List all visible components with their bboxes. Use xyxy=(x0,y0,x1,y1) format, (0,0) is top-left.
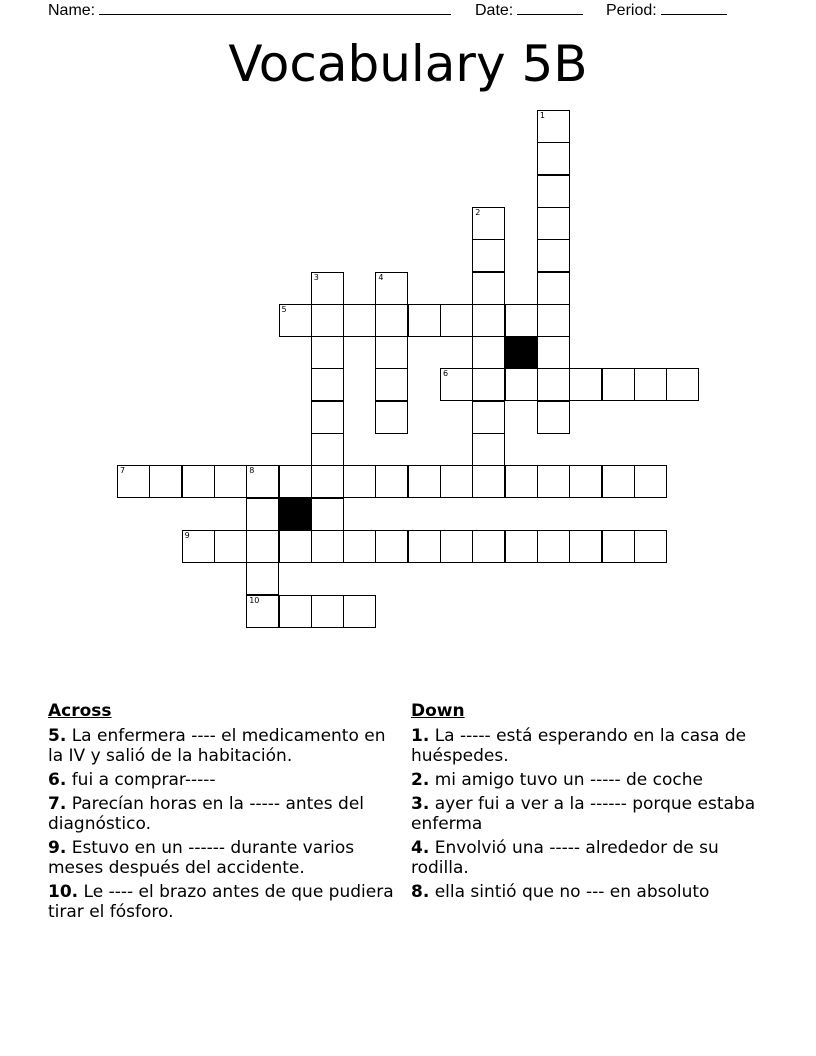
crossword-cell[interactable] xyxy=(279,304,312,337)
clue-number: 5. xyxy=(48,726,67,746)
crossword-cell[interactable] xyxy=(440,368,473,401)
crossword-cell[interactable] xyxy=(214,465,247,498)
crossword-cell[interactable] xyxy=(408,465,441,498)
crossword-cell[interactable] xyxy=(472,207,505,240)
across-clue xyxy=(48,770,398,790)
clue-number: 3. xyxy=(411,794,430,814)
down-clues xyxy=(411,700,761,906)
across-clues xyxy=(48,700,398,926)
clue-number: 10 xyxy=(249,595,260,605)
crossword-cell[interactable] xyxy=(537,530,570,563)
crossword-cell[interactable] xyxy=(569,465,602,498)
down-heading: Down xyxy=(411,701,465,721)
down-clue xyxy=(411,726,761,766)
crossword-cell[interactable] xyxy=(537,239,570,272)
crossword-cell[interactable] xyxy=(602,368,635,401)
crossword-cell[interactable] xyxy=(279,465,312,498)
crossword-cell[interactable] xyxy=(602,465,635,498)
down-clue xyxy=(411,838,761,878)
crossword-cell[interactable] xyxy=(472,433,505,466)
crossword-cell[interactable] xyxy=(343,595,376,628)
crossword-cell[interactable] xyxy=(311,595,344,628)
crossword-cell[interactable] xyxy=(214,530,247,563)
crossword-cell[interactable] xyxy=(375,272,408,305)
clue-number: 9 xyxy=(184,530,190,540)
crossword-cell[interactable] xyxy=(279,530,312,563)
clue-number: 7 xyxy=(120,466,126,476)
clue-text: Parecían horas en la ----- antes del diagnóstico. xyxy=(48,794,364,834)
clue-text: La ----- está esperando en la casa de huéspedes. xyxy=(411,726,747,766)
crossword-cell[interactable] xyxy=(472,304,505,337)
down-clue xyxy=(411,770,761,790)
crossword-cell[interactable] xyxy=(472,465,505,498)
crossword-cell[interactable] xyxy=(375,401,408,434)
crossword-cell[interactable] xyxy=(569,530,602,563)
crossword-cell[interactable] xyxy=(246,530,279,563)
clue-number: 2. xyxy=(411,770,430,790)
crossword-cell[interactable] xyxy=(537,401,570,434)
crossword-cell[interactable] xyxy=(311,336,344,369)
period-label: Period: xyxy=(606,2,657,19)
crossword-cell[interactable] xyxy=(375,336,408,369)
crossword-cell[interactable] xyxy=(375,368,408,401)
crossword-cell[interactable] xyxy=(279,595,312,628)
crossword-cell[interactable] xyxy=(311,433,344,466)
clue-text: Envolvió una ----- alrededor de su rodilla. xyxy=(411,838,719,878)
clue-number: 6 xyxy=(443,369,449,379)
crossword-cell[interactable] xyxy=(182,465,215,498)
crossword-cell[interactable] xyxy=(311,272,344,305)
clue-text: La enfermera ---- el medicamento en la IV y salió de la habitación. xyxy=(48,726,386,766)
clue-number: 5 xyxy=(281,304,287,314)
crossword-cell[interactable] xyxy=(311,368,344,401)
crossword-cell[interactable] xyxy=(408,304,441,337)
crossword-cell[interactable] xyxy=(311,465,344,498)
crossword-cell[interactable] xyxy=(375,465,408,498)
crossword-cell[interactable] xyxy=(537,465,570,498)
clue-number: 1. xyxy=(411,726,430,746)
name-label: Name: xyxy=(48,2,96,19)
crossword-cell[interactable] xyxy=(666,368,699,401)
crossword-cell[interactable] xyxy=(602,530,635,563)
crossword-cell[interactable] xyxy=(537,304,570,337)
crossword-cell[interactable] xyxy=(537,368,570,401)
down-clue-list xyxy=(411,726,761,902)
clue-number: 8. xyxy=(411,882,430,902)
crossword-cell[interactable] xyxy=(375,304,408,337)
clue-text: ella sintió que no --- en absoluto xyxy=(429,882,710,902)
down-clue xyxy=(411,794,761,834)
page-title: Vocabulary 5B xyxy=(228,35,588,93)
crossword-cell[interactable] xyxy=(440,530,473,563)
crossword-black-cell xyxy=(279,498,312,531)
clue-number: 6. xyxy=(48,770,67,790)
crossword-cell[interactable] xyxy=(440,465,473,498)
crossword-cell[interactable] xyxy=(537,336,570,369)
clue-text: Estuvo en un ------ durante varios meses después del accidente. xyxy=(48,838,355,878)
crossword-cell[interactable] xyxy=(634,530,667,563)
date-label: Date: xyxy=(475,2,514,19)
crossword-cell[interactable] xyxy=(182,530,215,563)
crossword-cell[interactable] xyxy=(311,530,344,563)
crossword-cell[interactable] xyxy=(311,498,344,531)
clue-number: 3 xyxy=(313,272,319,282)
across-clue xyxy=(48,726,398,766)
crossword-cell[interactable] xyxy=(537,110,570,143)
crossword-cell[interactable] xyxy=(472,530,505,563)
crossword-cell[interactable] xyxy=(569,368,602,401)
clue-number: 2 xyxy=(475,207,481,217)
crossword-cell[interactable] xyxy=(246,562,279,595)
crossword-cell[interactable] xyxy=(634,465,667,498)
crossword-cell[interactable] xyxy=(472,368,505,401)
across-clue xyxy=(48,794,398,834)
clue-text: ayer fui a ver a la ------ porque estaba enferma xyxy=(411,794,756,834)
crossword-cell[interactable] xyxy=(246,465,279,498)
crossword-cell[interactable] xyxy=(246,595,279,628)
crossword-cell[interactable] xyxy=(343,304,376,337)
crossword-cell[interactable] xyxy=(505,465,538,498)
crossword-cell[interactable] xyxy=(246,498,279,531)
across-heading: Across xyxy=(48,701,112,721)
crossword-cell[interactable] xyxy=(343,465,376,498)
crossword-cell[interactable] xyxy=(408,530,441,563)
crossword-cell[interactable] xyxy=(505,368,538,401)
crossword-cell[interactable] xyxy=(472,401,505,434)
crossword-cell[interactable] xyxy=(375,530,408,563)
clue-number: 4 xyxy=(378,272,384,282)
clue-number: 8 xyxy=(249,466,255,476)
crossword-cell[interactable] xyxy=(537,175,570,208)
across-clue xyxy=(48,838,398,878)
clue-number: 9. xyxy=(48,838,67,858)
across-clue xyxy=(48,882,398,922)
crossword-cell[interactable] xyxy=(472,272,505,305)
clue-number: 1 xyxy=(539,111,545,120)
crossword-cell[interactable] xyxy=(505,304,538,337)
crossword-cell[interactable] xyxy=(149,465,182,498)
crossword-cell[interactable] xyxy=(343,530,376,563)
clue-number: 4. xyxy=(411,838,430,858)
crossword-cell[interactable] xyxy=(537,272,570,305)
crossword-cell[interactable] xyxy=(311,401,344,434)
crossword-cell[interactable] xyxy=(472,336,505,369)
across-clue-list xyxy=(48,726,398,922)
crossword-cell[interactable] xyxy=(440,304,473,337)
crossword-cell[interactable] xyxy=(537,142,570,175)
clue-number: 7. xyxy=(48,794,67,814)
clue-number: 10. xyxy=(48,882,79,902)
crossword-black-cell xyxy=(505,336,538,369)
crossword-cell[interactable] xyxy=(537,207,570,240)
crossword-cell[interactable] xyxy=(634,368,667,401)
crossword-cell[interactable] xyxy=(117,465,150,498)
crossword-cell[interactable] xyxy=(505,530,538,563)
crossword-cell[interactable] xyxy=(472,239,505,272)
down-clue xyxy=(411,882,761,902)
clue-text: mi amigo tuvo un ----- de coche xyxy=(429,770,703,790)
clue-text: Le ---- el brazo antes de que pudiera tirar el fósforo. xyxy=(48,882,394,922)
crossword-cell[interactable] xyxy=(311,304,344,337)
clue-text: fui a comprar----- xyxy=(66,770,216,790)
